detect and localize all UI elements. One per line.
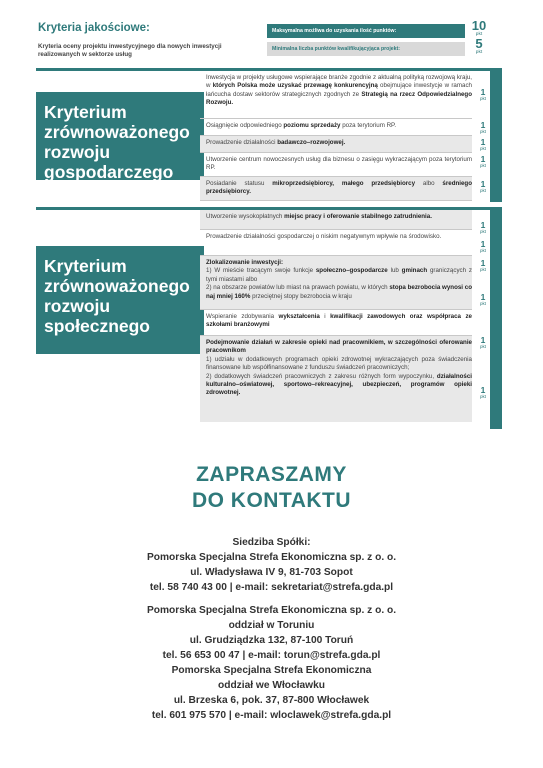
points-unit: pkt: [479, 301, 486, 306]
criterion-text: Utworzenie centrum nowoczesnych usług dla biznesu o zasięgu wykraczającym poza terytorium RP.: [206, 156, 472, 172]
criterion-row: [200, 153, 472, 177]
section-side-bar: [490, 68, 502, 202]
points-number: 1: [480, 220, 486, 230]
criterion-row: [200, 71, 472, 119]
contact-title-line1: ZAPRASZAMY: [196, 463, 347, 486]
criterion-text: Prowadzenie działalności badawczo–rozwojowej.: [206, 139, 346, 146]
points-number: 1: [480, 292, 486, 302]
min-points-label: Minimalna liczba punktów kwalifikującyjąca projekt:: [267, 42, 465, 56]
points-number: 1: [480, 239, 486, 249]
contact-block-torun: [0, 603, 543, 663]
criterion-text: Podejmowanie działań w zakresie opieki nad pracownikiem, w szczególności oferowanie pracownikom 1) udziału w dodatkowych programach opieki zdrowotnej wykraczających poza świadczenia finansowane lub współfinansowane z funduszu świadczeń pracowniczych; 2) dodatkowych świadczeń pracowniczych z zakresu różnych form wypoczynku, działalności kulturalno–oświatowej, sportowo–rekreacyjnej, ubezpieczeń, programów opieki zdrowotnej.: [206, 339, 472, 397]
contact-line: Siedziba Spółki:: [232, 537, 311, 548]
contact-email-line[interactable]: tel. 58 740 43 00 | e-mail: sekretariat@strefa.gda.pl: [149, 582, 394, 593]
contact-line: ul. Władysława IV 9, 81-703 Sopot: [190, 567, 353, 578]
criterion-text: Posiadanie statusu mikroprzedsiębiorcy, małego przedsiębiorcy albo średniego przedsiębiorcy.: [206, 180, 472, 196]
contact-line: Pomorska Specjalna Strefa Ekonomiczna sp. z o. o.: [146, 605, 397, 616]
contact-email-line[interactable]: tel. 601 975 570 | e-mail: wloclawek@strefa.gda.pl: [151, 710, 392, 721]
points-number: 1: [480, 137, 486, 147]
contact-title: [0, 462, 543, 514]
points-unit: pkt: [479, 188, 486, 193]
points-unit: pkt: [479, 248, 486, 253]
section-side-bar: [490, 207, 502, 429]
points-unit: pkt: [479, 344, 486, 349]
criteria-list-social: [200, 210, 472, 422]
contact-title-line2: DO KONTAKTU: [191, 489, 352, 512]
points-number: 1: [480, 385, 486, 395]
points-unit: pkt: [479, 129, 486, 134]
contact-block-sopot: [0, 535, 543, 595]
contact-line: oddział w Toruniu: [228, 620, 315, 631]
points-unit: pkt: [479, 96, 486, 101]
contact-line: Pomorska Specjalna Strefa Ekonomiczna sp. z o. o.: [146, 552, 397, 563]
contact-line: ul. Brzeska 6, pok. 37, 87-800 Włocławek: [173, 695, 370, 706]
max-points-label: Maksymalna możliwa do uzyskania ilość punktów:: [267, 24, 465, 38]
criterion-text: Inwestycja w projekty usługowe wspierające branże zgodnie z aktualną polityką rozwojową kraju, w których Polska może uzyskać przewagę konkurencyjną obejmujące inwestycje w ramach łańcucha dostaw sektorów strategicznych zgodnych ze Strategią na rzecz Odpowiedzialnego Rozwoju.: [206, 74, 472, 107]
max-points-unit: pkt: [475, 32, 483, 37]
criterion-text: Osiągnięcie odpowiedniego poziomu sprzedaży poza terytorium RP.: [206, 122, 397, 129]
criterion-text: Zlokalizowanie inwestycji: 1) W mieście tracącym swoje funkcje społeczno–gospodarcze lub gminach graniczących z tymi miastami albo 2) na obszarze powiatów lub miast na prawach powiatu, w których stopa bezrobocia wynosi co naj mniej 160% przeciętnej stopy bezrobocia w kraju: [206, 259, 472, 300]
contact-line: Pomorska Specjalna Strefa Ekonomiczna: [171, 665, 372, 676]
points-unit: pkt: [479, 163, 486, 168]
min-points-number: 5: [475, 36, 483, 51]
page-subtitle: Kryteria oceny projektu inwestycyjnego dla nowych inwestycji realizowanych w sektorze usług: [38, 43, 222, 59]
contact-line: oddział we Włocławku: [218, 680, 325, 691]
points-number: 1: [480, 179, 486, 189]
page-title: Kryteria jakościowe:: [38, 22, 150, 34]
section-label-economic: Kryterium zrównoważonego rozwoju gospodarczego: [36, 92, 204, 180]
criterion-row: [200, 310, 472, 336]
criteria-list-economic: [200, 71, 472, 201]
points-number: 1: [480, 258, 486, 268]
criterion-row: [200, 336, 472, 422]
max-points-value: [469, 20, 489, 37]
points-unit: pkt: [479, 229, 486, 234]
min-points-value: [469, 38, 489, 55]
min-points-unit: pkt: [475, 50, 483, 55]
points-number: 1: [480, 335, 486, 345]
criterion-row: [200, 177, 472, 201]
points-number: 1: [480, 154, 486, 164]
criterion-row: [200, 136, 472, 153]
criterion-row: [200, 256, 472, 310]
contact-email-line[interactable]: tel. 56 653 00 47 | e-mail: torun@strefa.gda.pl: [162, 650, 381, 661]
criterion-text: Utworzenie wysokopłatnych miejsc pracy i oferowanie stabilnego zatrudnienia.: [206, 213, 432, 220]
points-number: 1: [480, 87, 486, 97]
criterion-row: [200, 230, 472, 256]
criterion-row: [200, 119, 472, 136]
contact-block-wloclawek: [0, 663, 543, 723]
contact-line: ul. Grudziądzka 132, 87-100 Toruń: [189, 635, 354, 646]
max-points-number: 10: [471, 18, 487, 33]
points-unit: pkt: [479, 146, 486, 151]
points-number: 1: [480, 120, 486, 130]
criterion-row: [200, 210, 472, 230]
points-unit: pkt: [479, 267, 486, 272]
section-label-social: Kryterium zrównoważonego rozwoju społecznego: [36, 246, 204, 354]
criterion-text: Prowadzenie działalności gospodarczej o niskim negatywnym wpływie na środowisko.: [206, 233, 442, 240]
criterion-text: Wspieranie zdobywania wykształcenia i kwalifikacji zawodowych oraz współpraca ze szkołami branżowymi: [206, 313, 472, 329]
points-unit: pkt: [479, 394, 486, 399]
